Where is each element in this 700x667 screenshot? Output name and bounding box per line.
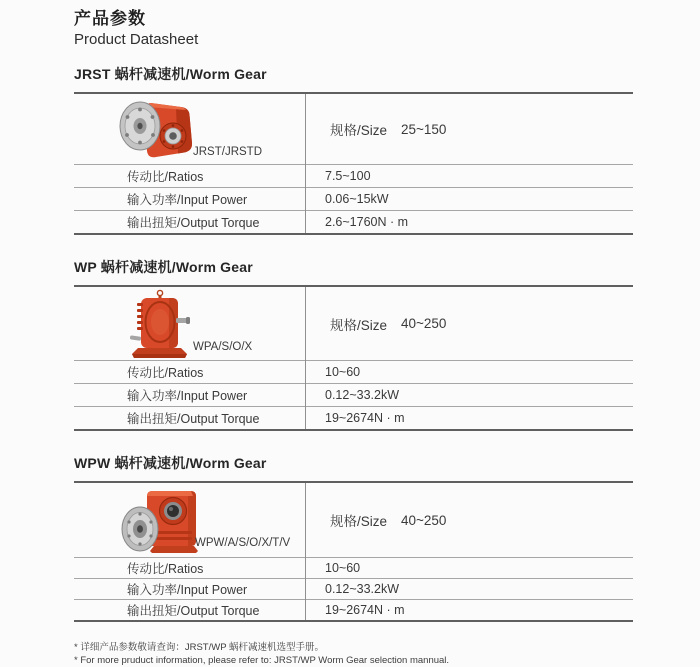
wp-gearbox-photo bbox=[129, 289, 193, 359]
section-wpw bbox=[74, 453, 633, 622]
spec-label: 规格/Size bbox=[330, 123, 388, 139]
table-row-photo bbox=[74, 94, 633, 164]
table-row-input-power bbox=[74, 383, 633, 406]
table-row-output-torque bbox=[74, 210, 633, 233]
row-value: 10~60 bbox=[325, 561, 361, 576]
spec-value: 40~250 bbox=[401, 512, 447, 528]
spec-cell bbox=[305, 483, 633, 557]
section-title-wpw: WPW 蜗杆减速机/Worm Gear bbox=[74, 455, 267, 472]
row-label: 输出扭矩/Output Torque bbox=[127, 412, 260, 427]
row-label: 输出扭矩/Output Torque bbox=[127, 604, 260, 619]
table-row-photo bbox=[74, 483, 633, 557]
spec-table-jrst bbox=[74, 92, 633, 235]
row-label: 传动比/Ratios bbox=[127, 366, 204, 381]
model-label: WPA/S/O/X bbox=[193, 341, 253, 354]
page-title-en: Product Datasheet bbox=[74, 31, 199, 49]
photo-cell bbox=[74, 287, 305, 360]
spec-table-wp bbox=[74, 285, 633, 431]
row-label: 输出扭矩/Output Torque bbox=[127, 216, 260, 231]
row-label: 传动比/Ratios bbox=[127, 562, 204, 577]
table-row-ratios bbox=[74, 360, 633, 383]
section-title-wp: WP 蜗杆减速机/Worm Gear bbox=[74, 259, 253, 276]
row-label: 输入功率/Input Power bbox=[127, 193, 248, 208]
row-value: 0.12~33.2kW bbox=[325, 388, 400, 403]
section-wp bbox=[74, 257, 633, 431]
spec-value: 25~150 bbox=[401, 121, 447, 137]
model-label: JRST/JRSTD bbox=[193, 146, 262, 159]
spec-value: 40~250 bbox=[401, 316, 447, 332]
spec-cell bbox=[305, 287, 633, 360]
model-label: WPW/A/S/O/X/T/V bbox=[195, 537, 291, 550]
table-row-input-power bbox=[74, 187, 633, 210]
row-value: 19~2674N · m bbox=[325, 411, 405, 426]
photo-cell bbox=[74, 94, 305, 164]
row-label: 传动比/Ratios bbox=[127, 170, 204, 185]
table-row-output-torque bbox=[74, 406, 633, 429]
table-row-ratios bbox=[74, 557, 633, 578]
photo-cell bbox=[74, 483, 305, 557]
spec-label: 规格/Size bbox=[330, 514, 388, 530]
footnote-zh: * 详细产品参数敬请查询：JRST/WP 蜗杆减速机选型手册。 bbox=[74, 642, 324, 654]
spec-label: 规格/Size bbox=[330, 317, 388, 333]
footnote-en: * For more pruduct information, please refer to: JRST/WP Worm Gear selection mannual. bbox=[74, 654, 450, 666]
section-jrst bbox=[74, 64, 633, 235]
table-row-input-power bbox=[74, 578, 633, 599]
page-title-zh: 产品参数 bbox=[74, 9, 146, 28]
row-value: 10~60 bbox=[325, 365, 361, 380]
spec-cell bbox=[305, 94, 633, 164]
row-value: 7.5~100 bbox=[325, 169, 371, 184]
row-value: 2.6~1760N · m bbox=[325, 215, 409, 230]
table-row-ratios bbox=[74, 164, 633, 187]
table-row-photo bbox=[74, 287, 633, 360]
footnotes bbox=[74, 642, 633, 667]
row-value: 0.06~15kW bbox=[325, 192, 389, 207]
spec-table-wpw bbox=[74, 481, 633, 622]
row-label: 输入功率/Input Power bbox=[127, 583, 248, 598]
section-title-jrst: JRST 蜗杆减速机/Worm Gear bbox=[74, 66, 267, 83]
row-value: 19~2674N · m bbox=[325, 603, 405, 618]
table-row-output-torque bbox=[74, 599, 633, 620]
jrst-gearbox-photo bbox=[118, 97, 198, 161]
row-value: 0.12~33.2kW bbox=[325, 582, 400, 597]
row-label: 输入功率/Input Power bbox=[127, 389, 248, 404]
